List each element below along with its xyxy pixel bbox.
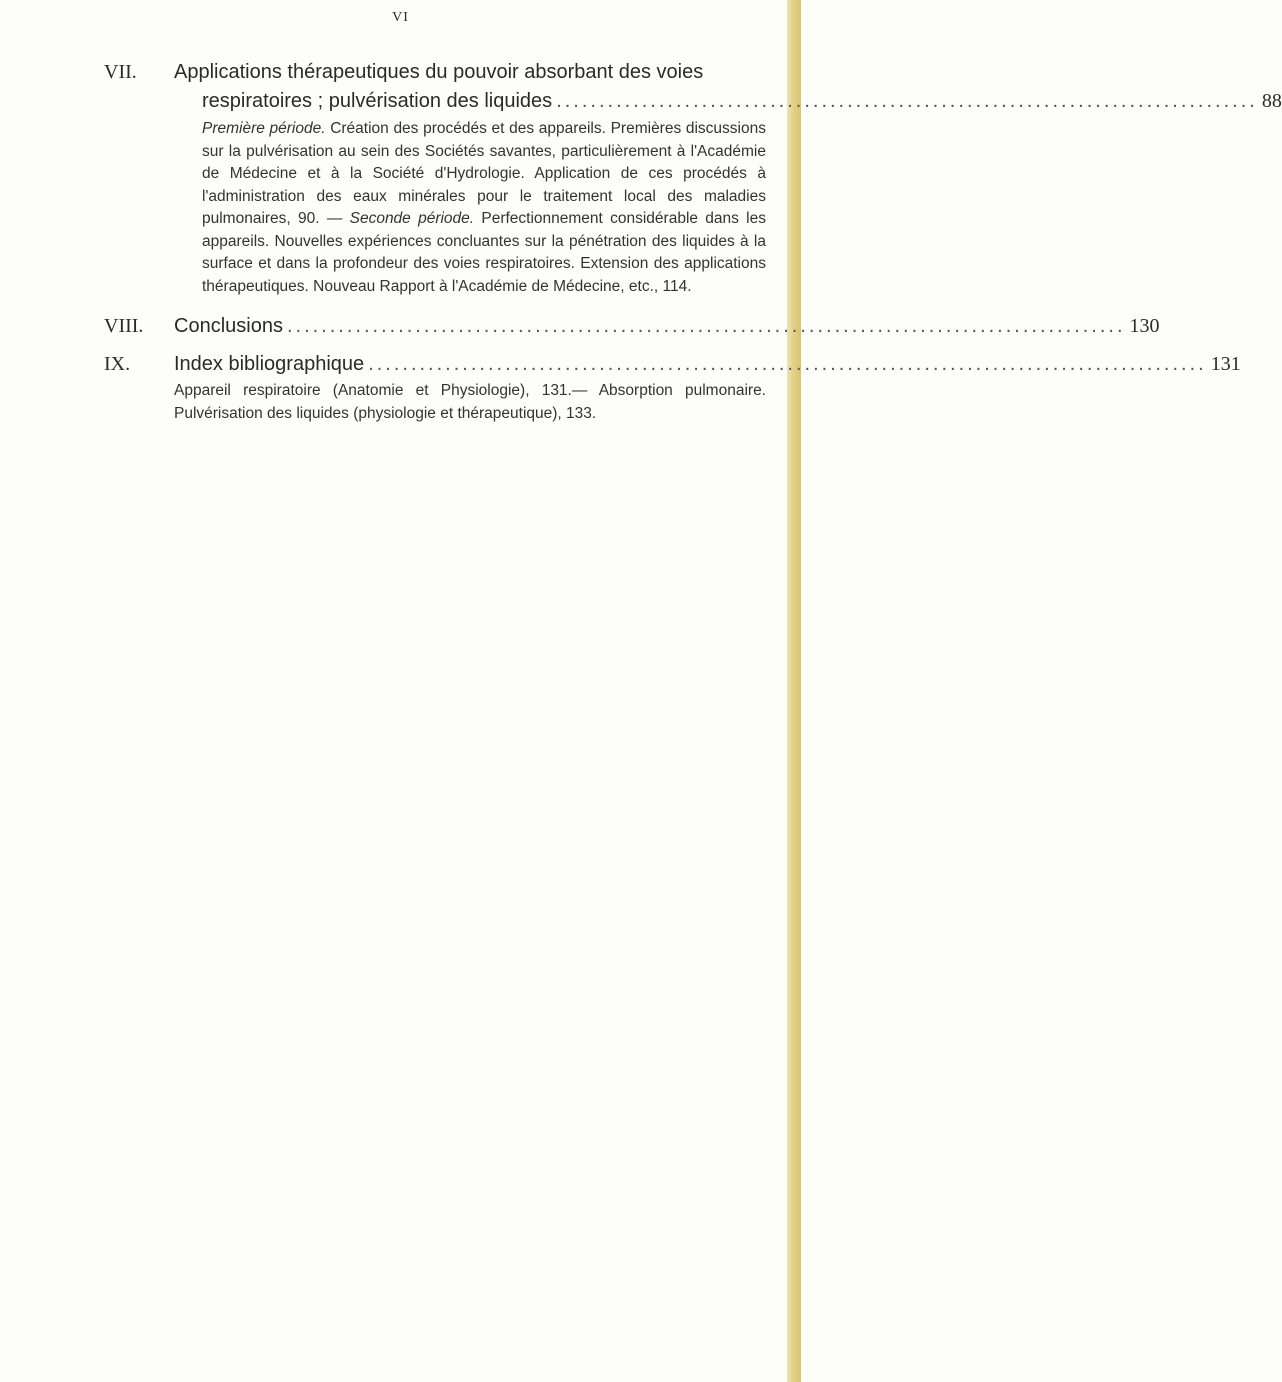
toc-title-line1: Applications thérapeutiques du pouvoir absorbant des voies — [174, 61, 704, 83]
desc-text-part2: Perfectionnement considérable dans les appareils. Nouvelles expériences concluantes sur la pénétration des liquides à la surface et dans la profondeur des voies respiratoires. Extension des applications thérapeutiques. Nouveau Rapport à l'Académie de Médecine, etc., 114. — [202, 210, 766, 295]
toc-title: Conclusions — [174, 315, 283, 337]
toc-page-number: 130 — [1129, 315, 1160, 337]
toc-page-number: 88 — [1261, 90, 1282, 112]
toc-entry-vii — [104, 58, 1282, 298]
toc-page-number: 131 — [1210, 353, 1241, 375]
toc-title: Index bibliographique — [174, 353, 365, 375]
toc-numeral: IX. — [104, 353, 131, 375]
dot-leader: .................................................................................................. — [368, 353, 1207, 375]
desc-text-part1: Création des procédés et des appareils. Premières discussions sur la pulvérisation au sein des Sociétés savantes, particulièrement à l'Académie de Médecine et à la Société d'Hydrologie. Application de ces procédés à l'administration des eaux minérales pour le traitement local des maladies pulmonaires, 90. — — [202, 120, 766, 227]
period-label-first: Première période. — [202, 120, 326, 137]
page-edge-yellowed — [787, 0, 801, 1382]
toc-entry-ix — [104, 350, 1241, 425]
toc-title-line2: respiratoires ; pulvérisation des liquides — [202, 90, 553, 112]
page-number: VI — [392, 10, 409, 25]
dot-leader: .................................................................................. — [556, 90, 1258, 112]
toc-description: Appareil respiratoire (Anatomie et Physiologie), 131.— Absorption pulmonaire. Pulvérisation des liquides (physiologie et thérapeutique), 133. — [174, 382, 766, 422]
period-label-second: Seconde période. — [349, 210, 475, 227]
dot-leader: .................................................................................................. — [286, 315, 1126, 337]
toc-numeral: VII. — [104, 61, 137, 83]
toc-numeral: VIII. — [104, 315, 144, 337]
toc-description — [134, 118, 766, 298]
toc-entry-viii — [104, 312, 1160, 340]
table-of-contents — [104, 58, 1282, 425]
